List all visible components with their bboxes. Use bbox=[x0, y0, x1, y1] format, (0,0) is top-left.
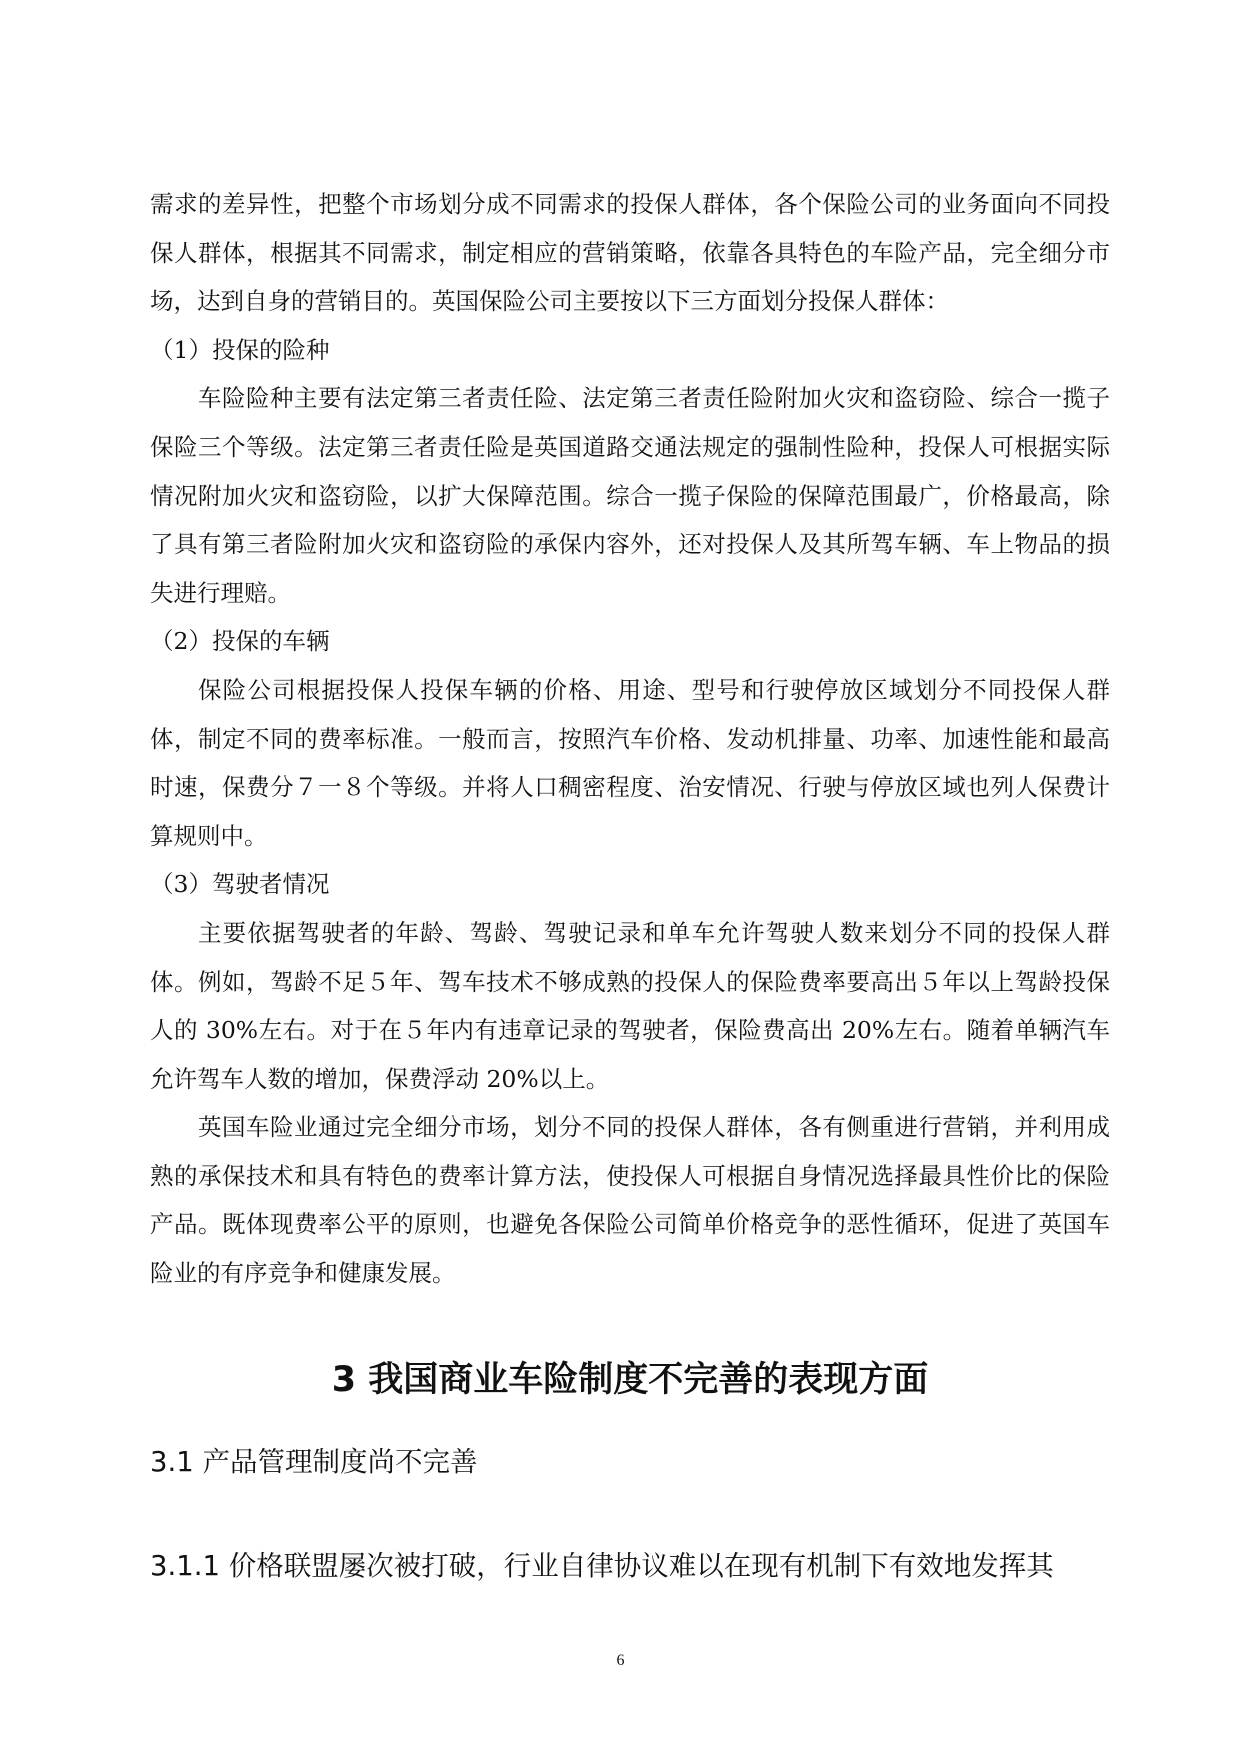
paragraph-insured-vehicle: 保险公司根据投保人投保车辆的价格、用途、型号和行驶停放区域划分不同投保人群体，制定不同的费率标准。一般而言，按照汽车价格、发动机排量、功率、加速性能和最高时速，保费分７一８个等级。并将人口稠密程度、治安情况、行驶与停放区域也列人保费计算规则中。 bbox=[150, 675, 1110, 850]
paragraph-summary: 英国车险业通过完全细分市场，划分不同的投保人群体，各有侧重进行营销，并利用成熟的承保技术和具有特色的费率计算方法，使投保人可根据自身情况选择最具性价比的保险产品。既体现费率公平的原则，也避免各保险公司简单价格竞争的恶性循环，促进了英国车险业的有序竞争和健康发展。 bbox=[150, 1113, 1110, 1288]
paragraph-driver-situation: 主要依据驾驶者的年龄、驾龄、驾驶记录和单车允许驾驶人数来划分不同的投保人群体。例如，驾龄不足５年、驾车技术不够成熟的投保人的保险费率要高出５年以上驾龄投保人的 30%左右。对于在５年内有违章记录的驾驶者，保险费高出 20%左右。随着单辆汽车允许驾车人数的增加，保费浮动 20%以上。 bbox=[150, 918, 1110, 1093]
subsection-heading: 3.1.1 价格联盟屡次被打破，行业自律协议难以在现有机制下有效地发挥其 bbox=[150, 1550, 1054, 1582]
body-text bbox=[150, 180, 1110, 1298]
list-item-insured-vehicle: （2）投保的车辆 bbox=[150, 627, 330, 656]
chapter-heading: 3 我国商业车险制度不完善的表现方面 bbox=[331, 1360, 929, 1400]
list-item-insurance-type: （1）投保的险种 bbox=[150, 335, 330, 364]
paragraph-insurance-type: 车险险种主要有法定第三者责任险、法定第三者责任险附加火灾和盗窃险、综合一揽子保险三个等级。法定第三者责任险是英国道路交通法规定的强制性险种，投保人可根据实际情况附加火灾和盗窃险，以扩大保障范围。综合一揽子保险的保障范围最广，价格最高，除了具有第三者险附加火灾和盗窃险的承保内容外，还对投保人及其所驾车辆、车上物品的损失进行理赔。 bbox=[150, 384, 1110, 607]
list-item-driver-situation: （3）驾驶者情况 bbox=[150, 870, 330, 899]
section-heading: 3.1 产品管理制度尚不完善 bbox=[150, 1446, 478, 1478]
page-number: 6 bbox=[616, 1652, 625, 1669]
paragraph-continuation: 需求的差异性，把整个市场划分成不同需求的投保人群体，各个保险公司的业务面向不同投保人群体，根据其不同需求，制定相应的营销策略，依靠各具特色的车险产品，完全细分市场，达到自身的营销目的。英国保险公司主要按以下三方面划分投保人群体： bbox=[150, 190, 1110, 316]
